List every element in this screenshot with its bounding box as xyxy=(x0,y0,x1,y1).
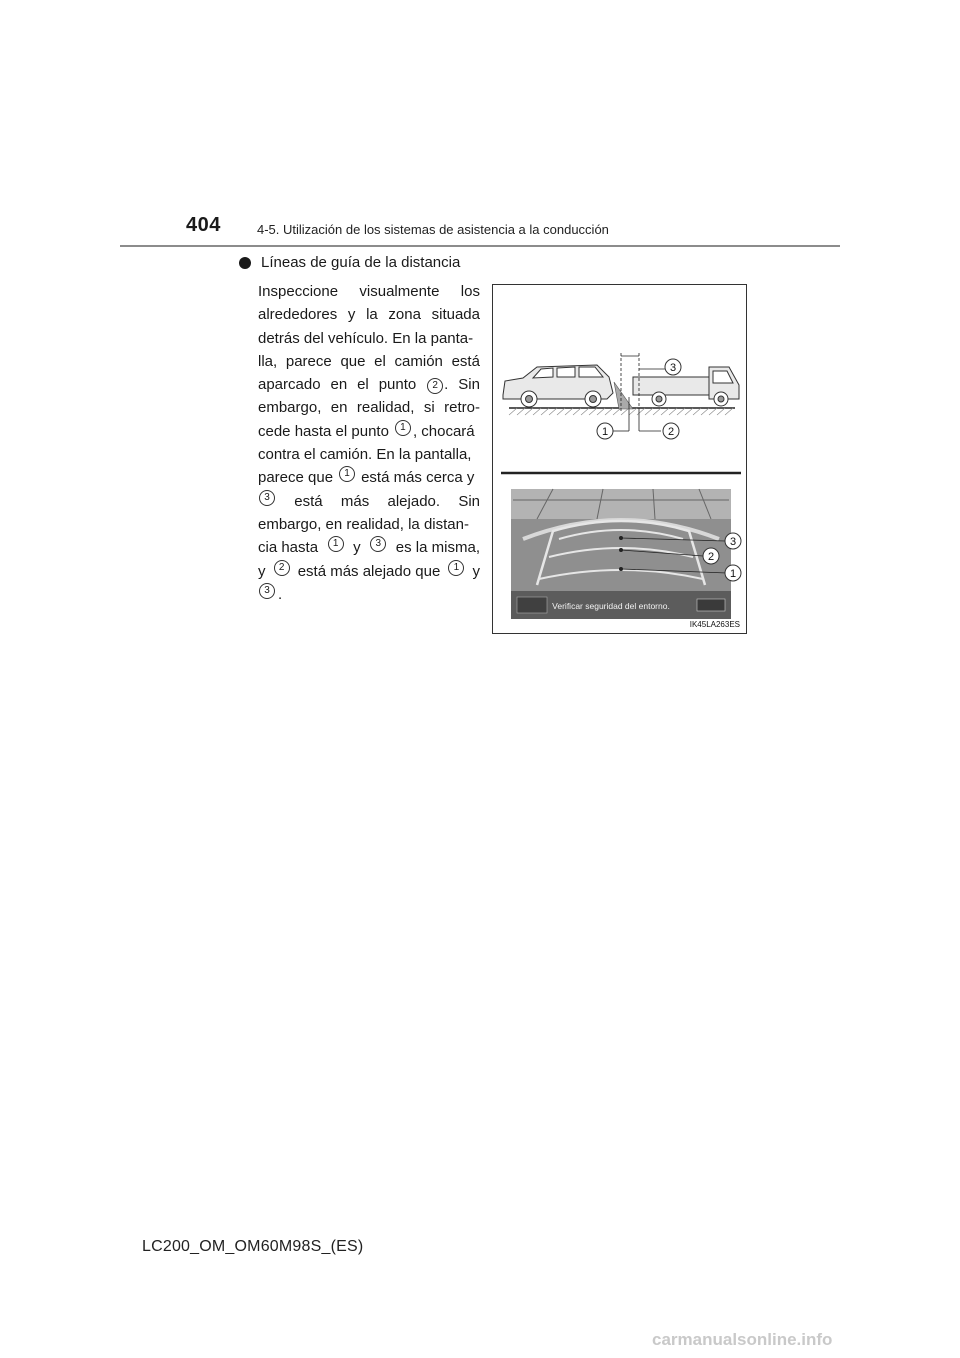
word: está xyxy=(294,492,323,510)
watermark: carmanualsonline.info xyxy=(652,1330,833,1349)
word: y xyxy=(258,562,266,580)
text-run: está más alejado que xyxy=(297,562,441,580)
text-line xyxy=(258,490,480,513)
punctuation: . xyxy=(278,585,283,603)
camera-screen xyxy=(511,489,731,619)
bullet-icon xyxy=(239,257,251,269)
word: en xyxy=(330,376,348,394)
text-run: detrás del vehículo. En la panta- xyxy=(258,329,474,347)
switch-icon xyxy=(697,599,725,611)
circled-number-3: 3 xyxy=(259,490,275,506)
text-run: es la misma, xyxy=(395,539,480,557)
text-line xyxy=(258,536,480,559)
text-run: parece que xyxy=(258,469,334,487)
body-paragraph xyxy=(258,280,480,606)
callout-1-top xyxy=(597,423,613,439)
page-number: 404 xyxy=(186,214,221,236)
text-run: está más cerca y xyxy=(361,469,475,487)
callout-2-screen xyxy=(703,548,719,564)
text-line xyxy=(258,373,480,396)
text-line xyxy=(258,560,480,583)
document-code: LC200_OM_OM60M98S_(ES) xyxy=(142,1238,364,1255)
word: lla, xyxy=(258,352,278,370)
word: parece xyxy=(285,352,332,370)
text-line xyxy=(258,420,480,443)
text-line xyxy=(258,583,480,606)
circled-number-1: 1 xyxy=(339,466,355,482)
text-line xyxy=(258,327,480,350)
text-line xyxy=(258,466,480,489)
text-run: cia hasta xyxy=(258,539,319,557)
subsection-heading xyxy=(239,254,460,271)
text-run: cede hasta el punto xyxy=(258,422,389,440)
distance-guide-figure xyxy=(492,284,747,634)
callout-label: 1 xyxy=(729,568,737,580)
figure-illustration xyxy=(493,285,748,635)
text-line xyxy=(258,350,480,373)
camera-view-cone xyxy=(614,382,633,409)
word: y xyxy=(353,539,361,557)
word: los xyxy=(460,283,480,300)
word: Sin xyxy=(458,376,480,394)
text-run: contra el camión. En la pantalla, xyxy=(258,446,472,464)
word: en xyxy=(330,399,348,417)
callout-3-screen xyxy=(725,533,741,549)
text-run: , chocará xyxy=(412,422,475,440)
word: la xyxy=(366,306,378,324)
word: aparcado xyxy=(258,376,321,394)
subsection-heading-text: Líneas de guía de la distancia xyxy=(261,254,461,271)
figure-code: IK45LA263ES xyxy=(689,620,740,629)
callout-2-top xyxy=(663,423,679,439)
word: embargo, xyxy=(258,399,322,417)
circled-number-3: 3 xyxy=(259,583,275,599)
callout-3-top xyxy=(665,359,681,375)
callout-label: 2 xyxy=(707,551,715,563)
callout-label: 3 xyxy=(729,536,737,548)
word: está xyxy=(451,352,480,370)
word: retro- xyxy=(444,399,480,417)
header-divider xyxy=(120,245,840,247)
word: punto xyxy=(378,376,417,394)
word: el xyxy=(357,376,369,394)
word: zona xyxy=(388,306,421,324)
text-line xyxy=(258,513,480,536)
circled-number-2: 2 xyxy=(274,560,290,576)
word: camión xyxy=(394,352,443,370)
circled-number-2: 2 xyxy=(427,378,443,394)
text-line xyxy=(258,396,480,419)
text-line xyxy=(258,280,480,303)
callout-label: 2 xyxy=(667,426,675,438)
callout-label: 1 xyxy=(601,426,609,438)
text-run: embargo, en realidad, la distan- xyxy=(258,515,469,533)
word: Sin xyxy=(458,492,480,510)
text-line xyxy=(258,303,480,326)
mode-icon xyxy=(517,597,547,613)
word: y xyxy=(347,306,356,324)
circled-number-3: 3 xyxy=(370,536,386,552)
truck-illustration xyxy=(633,367,739,406)
callout-label: 3 xyxy=(669,362,677,374)
callout-1-screen xyxy=(725,565,741,581)
screen-message: Verificar seguridad del entorno. xyxy=(552,601,670,611)
punctuation: . xyxy=(444,376,449,394)
word: el xyxy=(374,352,386,370)
word: y xyxy=(472,562,480,580)
word: situada xyxy=(431,306,480,324)
word: si xyxy=(423,399,435,417)
section-title: 4-5. Utilización de los sistemas de asistencia a la conducción xyxy=(257,222,609,237)
text-line xyxy=(258,443,480,466)
circled-number-1: 1 xyxy=(395,420,411,436)
word: visualmente xyxy=(359,283,440,300)
circled-number-1: 1 xyxy=(328,536,344,552)
suv-illustration xyxy=(503,365,613,407)
word: más xyxy=(340,492,370,510)
word: Inspeccione xyxy=(258,283,339,300)
circled-number-1: 1 xyxy=(448,560,464,576)
word: que xyxy=(340,352,366,370)
word: alrededores xyxy=(258,306,338,324)
word: alejado. xyxy=(387,492,441,510)
word: realidad, xyxy=(356,399,415,417)
